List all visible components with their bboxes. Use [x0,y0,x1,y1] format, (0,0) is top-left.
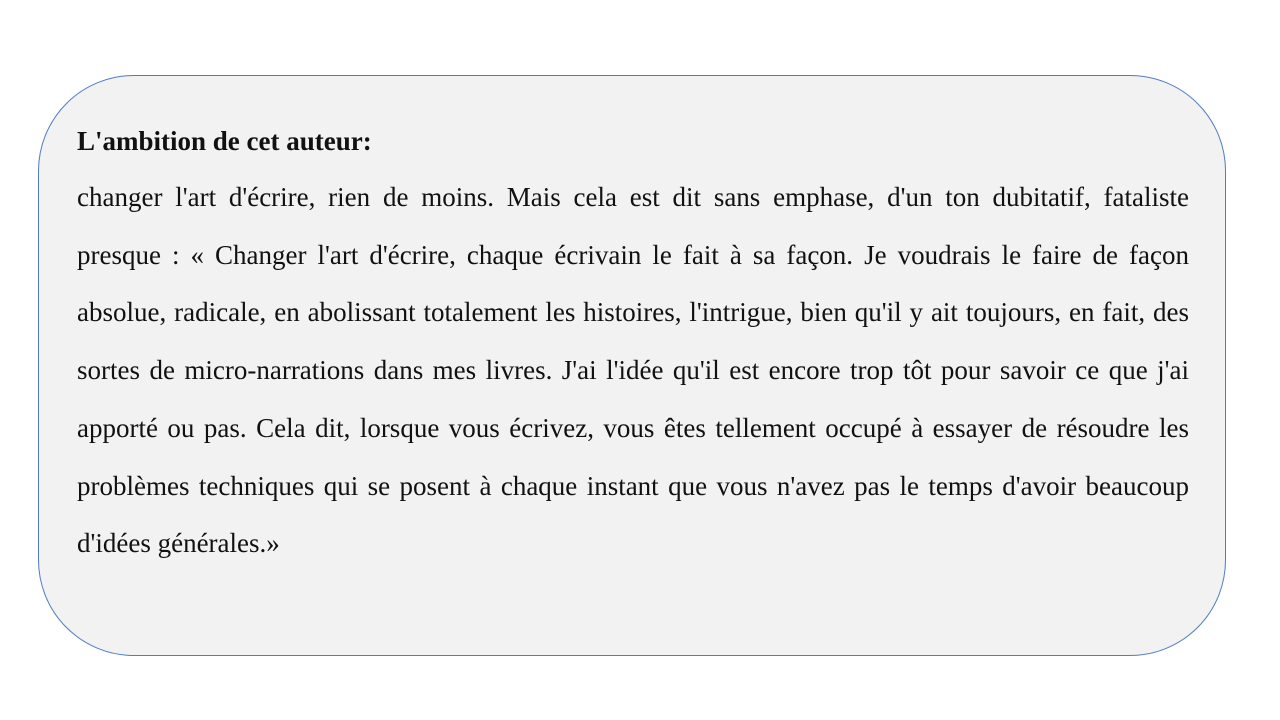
quote-text-block [77,121,1189,573]
quote-title: L'ambition de cet auteur: [77,126,372,156]
quote-body: changer l'art d'écrire, rien de moins. Mais cela est dit sans emphase, d'un ton dubitatif, fataliste presque : « Changer l'art d'écrire, chaque écrivain le fait à sa façon. Je voudrais le faire de façon absolue, radicale, en abolissant totalement les histoires, l'intrigue, bien qu'il y ait toujours, en fait, des sortes de micro-narrations dans mes livres. J'ai l'idée qu'il est encore trop tôt pour savoir ce que j'ai apporté ou pas. Cela dit, lorsque vous écrivez, vous êtes tellement occupé à essayer de résoudre les problèmes techniques qui se posent à chaque instant que vous n'avez pas le temps d'avoir beaucoup d'idées générales.» [77,182,1189,559]
